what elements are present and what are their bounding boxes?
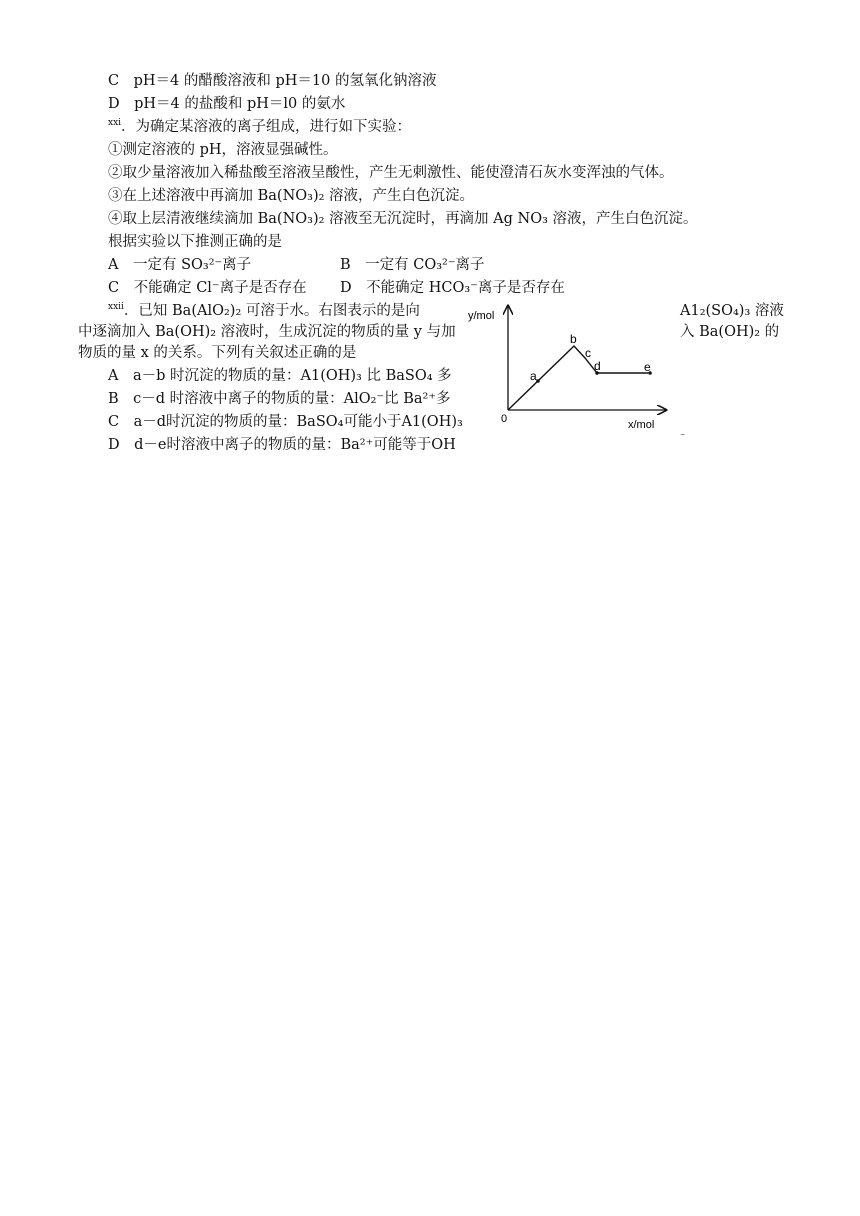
question-22-line-2-right: 入 Ba(OH)₂ 的	[680, 324, 780, 340]
q22-option-c: C a－d时沉淀的物质的量：BaSO₄可能小于A1(OH)₃	[108, 414, 463, 430]
q21-option-b: B 一定有 CO₃²⁻离子	[340, 257, 485, 273]
q22-option-a: A a－b 时沉淀的物质的量：A1(OH)₃ 比 BaSO₄ 多	[108, 368, 452, 384]
question-number: xxi	[108, 118, 122, 129]
experiment-step-4: ④取上层清液继续滴加 Ba(NO₃)₂ 溶液至无沉淀时，再滴加 Ag NO₃ 溶液，产生白色沉淀。	[108, 211, 698, 227]
x-axis-label: x/mol	[628, 419, 655, 431]
origin-label: 0	[501, 413, 508, 425]
point-b-label: b	[570, 332, 577, 346]
question-21-ask: 根据实验以下推测正确的是	[108, 234, 282, 250]
option-c-prev: C pH＝4 的醋酸溶液和 pH＝10 的氢氧化钠溶液	[108, 73, 437, 89]
experiment-step-2: ②取少量溶液加入稀盐酸至溶液呈酸性，产生无刺激性、能使澄清石灰水变浑浊的气体。	[108, 165, 674, 181]
option-d-prev: D pH＝4 的盐酸和 pH＝l0 的氨水	[108, 96, 346, 112]
question-number: xxii	[108, 302, 124, 313]
question-21-stem: $^{xxi}$．为确定某溶液的离子组成，进行如下实验：	[108, 118, 412, 135]
question-22-line-1: $^{xxii}$．已知 Ba(AlO₂)₂ 可溶于水。右图表示的是向	[108, 302, 420, 319]
curve	[508, 346, 648, 410]
point-c-label: c	[585, 346, 591, 360]
question-22-line-3: 物质的量 x 的关系。下列有关叙述正确的是	[78, 345, 357, 361]
question-22-line-2: 中逐滴加入 Ba(OH)₂ 溶液时，生成沉淀的物质的量 y 与加	[78, 324, 456, 340]
q22-option-d: D d－e时溶液中离子的物质的量：Ba²⁺可能等于OH	[108, 437, 456, 453]
precipitate-graph	[462, 300, 682, 440]
point-d-label: d	[594, 359, 601, 373]
point-a-label: a	[530, 369, 537, 383]
experiment-step-3: ③在上述溶液中再滴加 Ba(NO₃)₂ 溶液，产生白色沉淀。	[108, 188, 475, 204]
q21-option-c: C 不能确定 Cl⁻离子是否存在	[108, 280, 307, 296]
q21-option-d: D 不能确定 HCO₃⁻离子是否存在	[340, 280, 565, 296]
point-e-label: e	[644, 360, 651, 374]
experiment-step-1: ①测定溶液的 pH，溶液显强碱性。	[108, 142, 338, 158]
q22-option-b: B c－d 时溶液中离子的物质的量：AlO₂⁻比 Ba²⁺多	[108, 391, 451, 407]
q22-option-d-tail: ⁻	[680, 432, 686, 443]
q21-option-a: A 一定有 SO₃²⁻离子	[108, 257, 252, 273]
question-22-line-1-right: A1₂(SO₄)₃ 溶液	[680, 303, 784, 319]
point-a-dot	[536, 379, 540, 383]
y-axis-label: y/mol	[468, 310, 495, 322]
